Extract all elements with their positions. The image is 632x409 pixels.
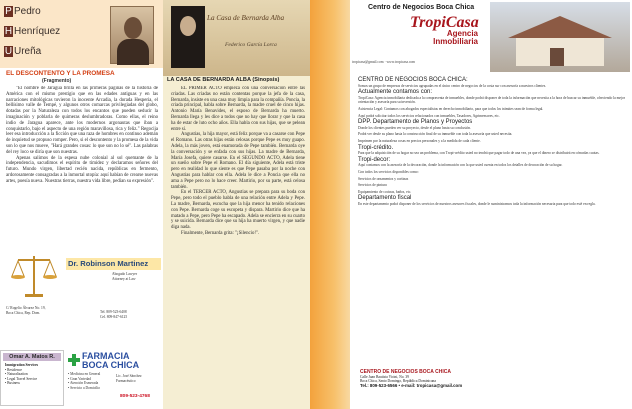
fiscal-paragraph: En este departamento podrá disponer de los servicios de nuestros asesores fiscales, donde le suministramos toda la información necesaria para que todo esté en regla. <box>358 201 596 206</box>
decor-item: Servicios de ornamentos y cortinas <box>358 176 409 181</box>
section-heading: Tropi-decor: <box>358 156 391 163</box>
footer-email: Tel.: 809-523-6566 • e-mail: tropicasa@gmail.com <box>360 382 463 388</box>
author-middle-name: H Henríquez <box>4 26 61 37</box>
section-heading: Tropi-crédito. <box>358 144 394 151</box>
business-center-name: Centro de Negocios Boca Chica <box>368 4 475 11</box>
dpp-paragraph: Imprimen por la naturaleza cosas en precios personales y a la medida de cada cliente. <box>358 138 481 143</box>
synopsis-paragraph: Finalmente, Bernarda grita: "¡Silencio!". <box>181 230 260 236</box>
services-text <box>358 76 626 366</box>
section-heading: Actualmente contamos con: <box>358 89 433 96</box>
lawyer-name: Dr. Robinson Martinez <box>66 258 161 270</box>
book-header <box>163 0 310 76</box>
immigration-ad <box>0 350 64 406</box>
footer-title: CENTRO DE NEGOCIOS BOCA CHICA <box>360 369 451 375</box>
footer-address: Calle Juan Bautista Vicini, No. 39 <box>360 374 409 379</box>
pharmacy-phone: 809-523-4768 <box>120 394 150 399</box>
lawyer-ad <box>0 248 163 320</box>
dpp-paragraph: Podrá ver desde su plano hasta la construcción final de su inmueble con toda la asesoría que usted necesita. <box>358 132 513 137</box>
pharmacy-ad <box>64 350 162 406</box>
house-illustration <box>490 2 630 72</box>
article-title: EL DESCONTENTO Y LA PROMESA <box>6 70 115 77</box>
page-gutter <box>310 0 350 409</box>
lawyer-role: Abogado Lawyer Attorney at Law <box>112 272 138 281</box>
middle-column <box>163 0 310 409</box>
credit-paragraph: Para que la adquisición de su hogar no sea un problema, con Tropi-crédito usted no tendrá que pagar todo de una vez, ya que el dinero se distribuirá en cómodas cuotas. <box>358 151 600 156</box>
decor-paragraph: Aquí contamos con la asesoría de la decoración, donde la información con la que usted cuenta en todos los detalles de decoración de su hogar. <box>358 163 563 168</box>
immigration-services: Immigration Services • Residence • Naturalization • Legal Travel Service • Business <box>5 363 39 386</box>
agency-label: Agencia Inmobiliaria <box>433 29 478 46</box>
synopsis-paragraph: EL PRIMER ACTO empieza con una conversación entre las criadas. Las criadas no están contentas porque la jefa de la casa, Bernarda, insiste en una casa muy limpia para la compañía. Poncia, la criada principal, habla sobre Bernarda, la madre cruel de cinco hijas. Antonio María Benavides, el esposo de Bernarda ha muerto. Bernarda llega y les dice a todos que no hay que llorar y que la casa ha de estar de luto ocho años. Ella habla con sus hijas, que se pelean entre sí. <box>171 86 305 132</box>
decor-item: Servicios de pintura <box>358 183 387 188</box>
tropicasa-logo: TropiCasa <box>410 14 479 31</box>
synopsis-text <box>171 86 305 404</box>
article-subtitle: (Fragmento) <box>42 78 72 84</box>
lawyer-phone: Tel. 809-523-6408 Cel. 809-847-6125 <box>100 310 128 319</box>
lawyer-address: C/ Rogelio Álvarez No. 19, Boca Chica, Rep. Dom. <box>6 306 46 315</box>
synopsis-paragraph: Angustias, la hija mayor, está feliz porque va a casarse con Pepe el Romano. Las otras hijas están celosas porque Pepe es muy guapo. Adela, la más joven, está enamorada de Pepe también. Bernarda oye la conversación y se enfada con sus hijas. La madre de Bernarda, María Josefa, quiere casarse. En el SEGUNDO ACTO, Adela tiene un sueño sobre Pepe el Romano. El día siguiente, Adela está triste pero en realidad lo que siente es que Pepe pasaba por la noche con Angustias para hablar con ella. Adela le dice a Poncia que ella no ama a Pepe pero no lo hace creer. Martirio, por su parte, está celosa también. <box>171 132 305 190</box>
synopsis-paragraph: En el TERCER ACTO, Angustias se prepara para su boda con Pepe, pero todo el pueblo habla de una relación entre Adela y Pepe. La madre, Bernarda, escucha que la hija menor ha tenido relaciones con Pepe. Bernarda coge su escopeta y dispara. Martirio dice que ha matado a Pepe, pero Pepe ha escapado. Adela se encierra en su cuarto y se suicida. Bernarda dice que su hija ha muerto virgen, y que nadie diga nada. <box>171 190 305 231</box>
footer-address: Boca Chica, Santo Domingo, República Dominicana <box>360 379 436 384</box>
article-paragraph: Apenas salimos de la espesa nube colonial al sol quemante de la independencia, sacudimos el espíritu de timidez y declaramos señores del futuro. Mundo virgen, libertad recién nacida, repúblicas en fermento, ardorosamente consagradas a la inmortal utopía: aquí habían de crearse nuevas artes, poesía nueva. Nuestras tierras, nuestra vida libre, pedían su expresión". <box>6 155 158 184</box>
banner-contact: tropicasa@gmail.com · www.tropicasa.com <box>352 60 416 64</box>
synopsis-title: LA CASA DE BERNARDA ALBA (Sinopsis) <box>167 77 280 83</box>
section-heading: DPP. Departamento de Planos y Proyectos <box>358 119 473 126</box>
pharmacy-title: FARMACIA BOCA CHICA <box>82 351 140 370</box>
services-intro: Somos un grupo de empresas de servicios agrupadas en el único centro de negocios de la costa sur con asesoría a nuestros clientes. <box>358 83 547 88</box>
book-title: La Casa de Bernarda Alba <box>207 14 285 22</box>
article-text <box>6 86 158 236</box>
scales-of-justice-icon <box>8 250 60 300</box>
pharmacy-services: • Medicina en General • Gran Variedad • Atención Esmerada • Servicio a Domicilio <box>68 372 101 390</box>
author-first-name: P Pedro <box>5 6 41 17</box>
dpp-paragraph: Donde los clientes pueden ver su proyecto, desde el plano hasta su conclusión. <box>358 125 471 130</box>
decor-item: Equipamiento de cocinas, baños, etc. <box>358 189 412 194</box>
author-portrait <box>110 6 154 64</box>
tropicasa-banner <box>350 0 632 74</box>
services-heading: CENTRO DE NEGOCIOS BOCA CHICA: <box>358 77 468 83</box>
book-author: Federico García Lorca <box>225 42 277 48</box>
legal-paragraph: Asistencia Legal: Contamos con abogados especialistas en derecho inmobiliario, para que todos los trámites sean de forma legal. <box>358 106 544 111</box>
pharmacy-cross-icon <box>68 354 80 366</box>
contact-footer <box>360 370 520 408</box>
services-paragraph: Aquí podrá solicitar todos los servicios relacionados con inmuebles, Tasadores, Agrimensores, etc. <box>358 113 500 118</box>
pharmacist: Lic. José Sánchez Farmacéutico <box>116 374 142 383</box>
immigration-ad-title: Omar A. Matos R. <box>3 353 61 361</box>
article-paragraph: "El nombre de Jaragua brilla en las primeras páginas de la historia de América con el mismo prestigio que en las edades antiguas y en las narraciones mitológicas tuvieron la inocente Arcadia, la dorada Hesperia, el bellísimo valle de Tempé, y algunos otros comarcas privilegiadas del globo, dotadas por la Naturaleza con todos los encantos que pueden seducir la imaginación y poblarla de quimeras deslumbradoras. Como ellas, el reino indio de Jaragua aparece, ante los modernos argonautas que iban a conquistarlo, bajo el aspecto de una región maravillosa, rica y feliz." Regocija leer esa introducción a la ficción que una raza de hombres en continuo ademán de inquietud se propuso romper. Pero, si el descontento y la promesa de la vida son lo que nos mueve, "Hará grandes cosas: lo que son no lo sé". Las palabras del rey loco se diría que son nuestras. <box>6 86 158 155</box>
lorca-portrait <box>171 6 205 68</box>
left-column <box>0 0 163 409</box>
section-heading: Departamento fiscal <box>358 195 412 202</box>
tropicasa-paragraph: TropiCasa: Agencia inmobiliaria dedicada a la compraventa de inmuebles, donde podrá disponer de toda la información que necesita a la hora de buscar su inmueble, ofreciendo la mejor orientación y asesoría para su inversión. <box>358 95 626 105</box>
decor-paragraph: Con todos los servicios disponibles como: <box>358 169 419 174</box>
right-column <box>350 0 632 409</box>
author-last-name: U Ureña <box>4 46 42 57</box>
